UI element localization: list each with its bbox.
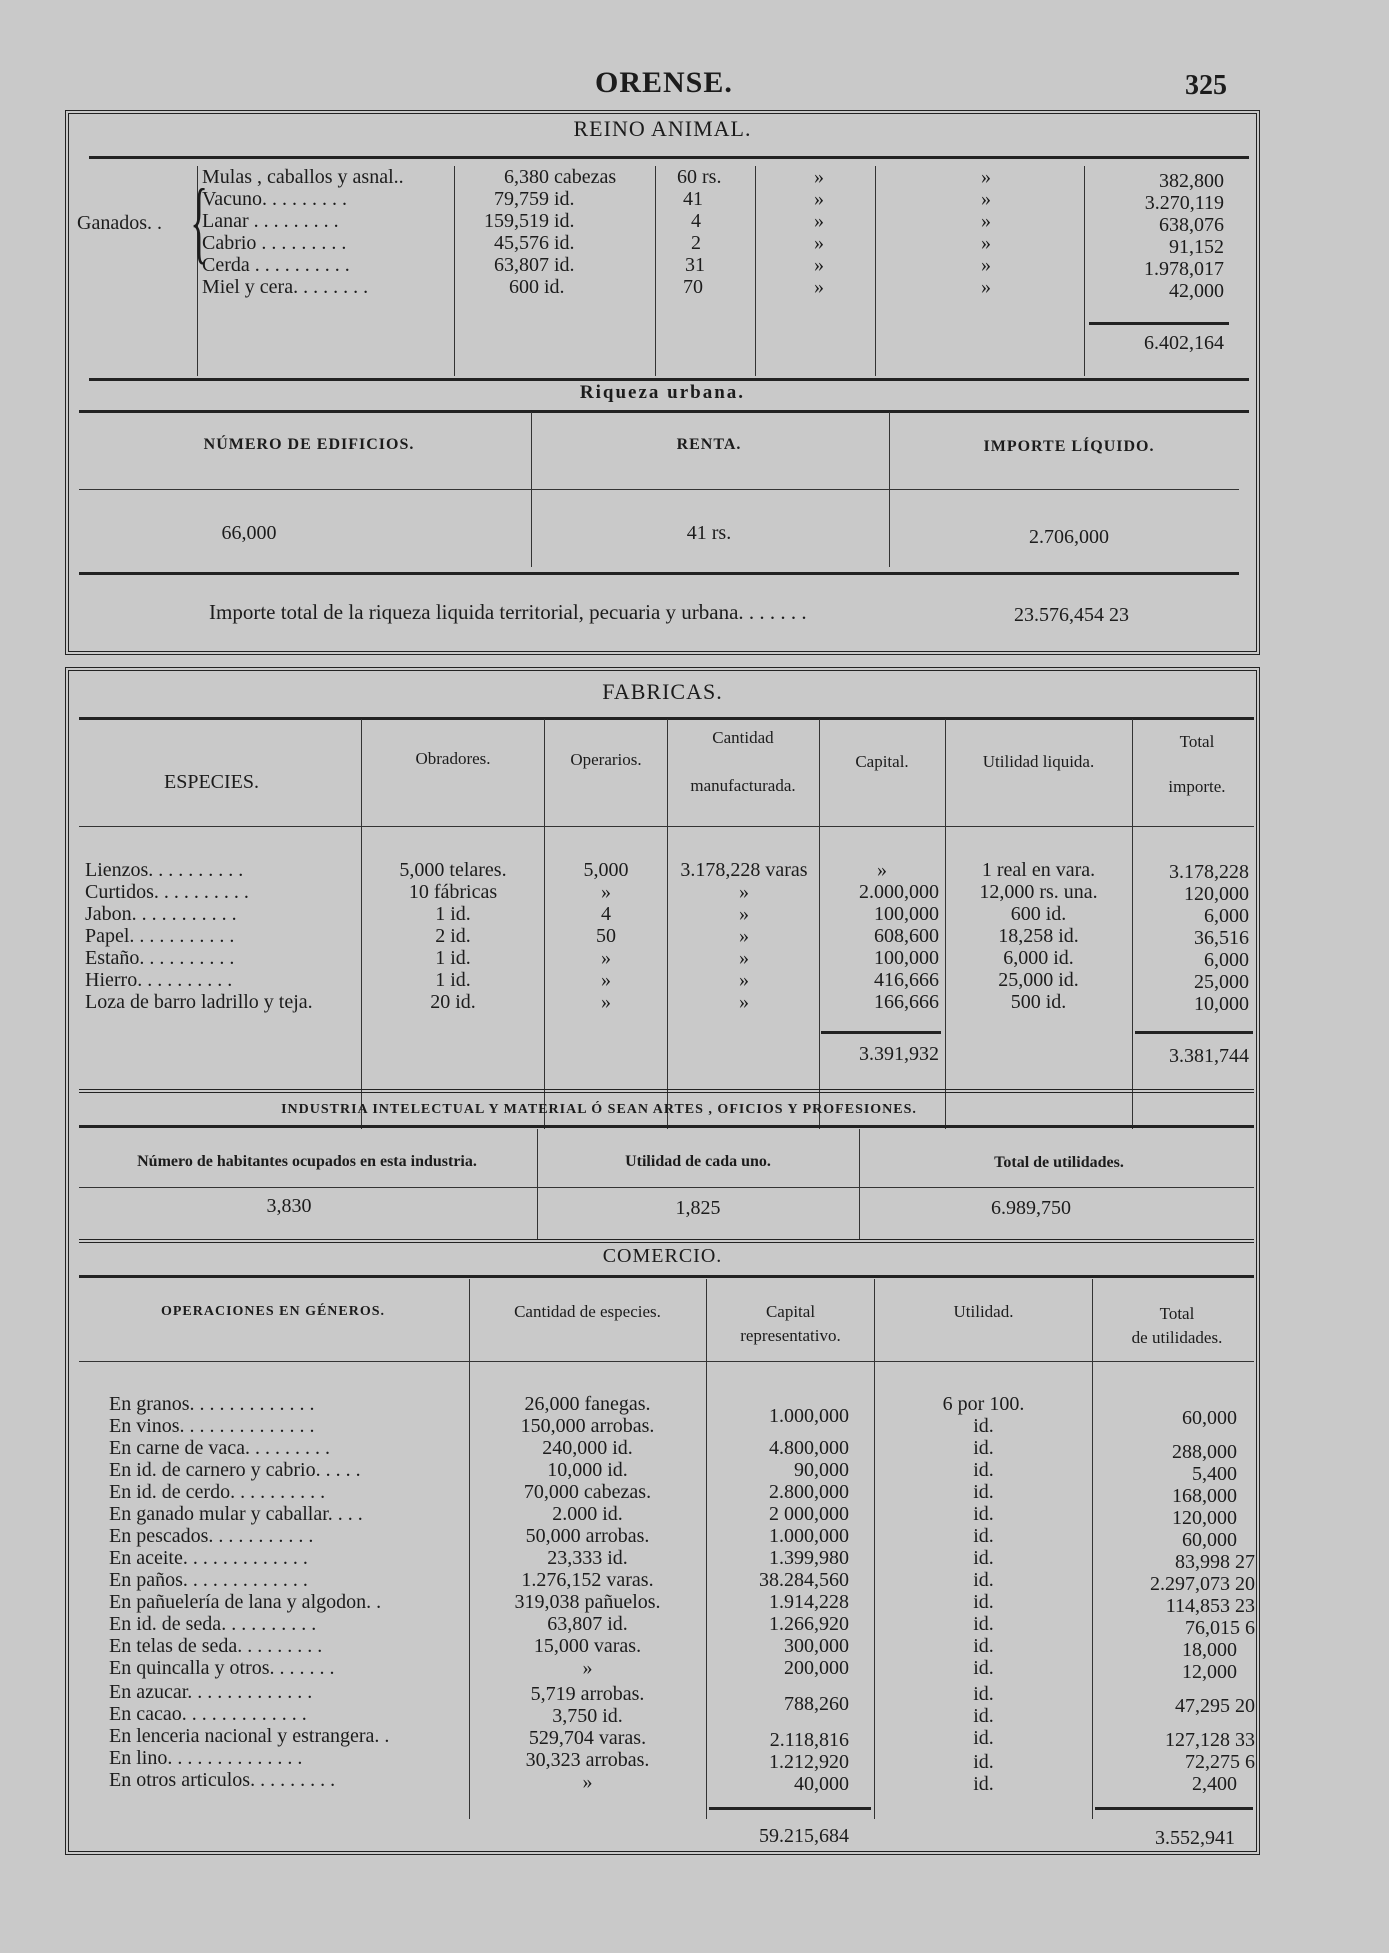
group-label: Ganados. .: [77, 212, 162, 234]
comercio-name: En id. de cerdo. . . . . . . . . .: [109, 1481, 326, 1503]
header-habitantes: Número de habitantes ocupados en esta industria.: [137, 1153, 477, 1170]
comercio-total: 60,000: [1182, 1529, 1237, 1551]
animal-col-b: »: [981, 166, 991, 188]
comercio-capital: 200,000: [784, 1657, 849, 1679]
animal-total: 638,076: [1159, 214, 1224, 236]
comercio-capital: 40,000: [794, 1773, 849, 1795]
animal-col-a: »: [814, 166, 824, 188]
animal-col-a: »: [814, 210, 824, 232]
comercio-utilidad: id.: [973, 1591, 994, 1613]
fabrica-utilidad: 500 id.: [1010, 991, 1067, 1013]
fabrica-utilidad: 1 real en vara.: [981, 859, 1096, 881]
animal-qty: 79,759 id.: [494, 188, 575, 210]
panel-top: [65, 110, 1260, 655]
animal-name: Cerda . . . . . . . . . .: [202, 254, 350, 276]
fabrica-operarios: 5,000: [583, 859, 629, 881]
comercio-cantidad: 15,000 varas.: [533, 1635, 642, 1657]
comercio-capital: 2.118,816: [769, 1729, 849, 1751]
animal-col-a: »: [814, 276, 824, 298]
comercio-utilidad: id.: [973, 1569, 994, 1591]
fabrica-utilidad: 6,000 id.: [1003, 947, 1074, 969]
comercio-total: 168,000: [1172, 1485, 1237, 1507]
comercio-capital: 2.800,000: [769, 1481, 849, 1503]
header-cantidad-2: manufacturada.: [690, 776, 796, 795]
col-line: [875, 166, 876, 376]
fabrica-utilidad: 18,258 id.: [998, 925, 1079, 947]
panel-bottom: [65, 667, 1260, 1855]
comercio-name: En id. de carnero y cabrio. . . . .: [109, 1459, 361, 1481]
comercio-cantidad: 5,719 arrobas.: [530, 1683, 645, 1705]
animal-total: 382,800: [1159, 170, 1224, 192]
comercio-name: En pañuelería de lana y algodon. .: [109, 1591, 382, 1613]
animal-col-a: »: [814, 232, 824, 254]
comercio-utilidad: id.: [973, 1613, 994, 1635]
rule: [89, 378, 1249, 381]
comercio-cantidad: 150,000 arrobas.: [520, 1415, 655, 1437]
sum-rule: [821, 1031, 941, 1034]
comercio-utilidad: id.: [973, 1437, 994, 1459]
rule: [79, 1239, 1254, 1243]
comercio-utilidad: id.: [973, 1727, 994, 1749]
comercio-sum-capital: 59.215,684: [759, 1825, 849, 1847]
fabrica-cantidad: »: [739, 947, 749, 969]
fabrica-name: Hierro. . . . . . . . . .: [85, 969, 233, 991]
riqueza-urbana-title: Riqueza urbana.: [579, 382, 746, 403]
animal-price: 31: [685, 254, 705, 276]
comercio-capital: 1.266,920: [769, 1613, 849, 1635]
comercio-cantidad: 1.276,152 varas.: [521, 1569, 654, 1591]
comercio-total: 12,000: [1182, 1661, 1237, 1683]
col-line: [469, 1279, 470, 1819]
header-total-com-1: Total: [1159, 1304, 1195, 1323]
comercio-cantidad: »: [582, 1657, 593, 1679]
header-importe: IMPORTE LÍQUIDO.: [983, 438, 1155, 455]
fabrica-total: 25,000: [1194, 971, 1249, 993]
comercio-name: En id. de seda. . . . . . . . . .: [109, 1613, 317, 1635]
fabrica-cantidad: 3.178,228 varas: [680, 859, 808, 881]
fabrica-cantidad: »: [739, 925, 749, 947]
comercio-name: En pescados. . . . . . . . . . .: [109, 1525, 314, 1547]
col-line: [706, 1279, 707, 1819]
comercio-name: En aceite. . . . . . . . . . . . .: [109, 1547, 308, 1569]
fabrica-obradores: 2 id.: [435, 925, 471, 947]
sum-rule: [709, 1807, 871, 1810]
animal-total: 91,152: [1169, 236, 1224, 258]
comercio-total: 72,275 6: [1185, 1751, 1255, 1773]
comercio-cantidad: 2.000 id.: [552, 1503, 623, 1525]
rule: [79, 489, 1239, 490]
value-total-utilidades: 6.989,750: [991, 1197, 1071, 1219]
comercio-capital: 1.399,980: [769, 1547, 849, 1569]
comercio-name: En lino. . . . . . . . . . . . . .: [109, 1747, 303, 1769]
comercio-utilidad: id.: [973, 1481, 994, 1503]
col-line: [667, 719, 668, 1129]
fabrica-name: Loza de barro ladrillo y teja.: [85, 991, 313, 1013]
animal-col-a: »: [814, 254, 824, 276]
animal-qty: 600 id.: [509, 276, 565, 298]
rule: [79, 1361, 1254, 1362]
animal-qty: 159,519 id.: [484, 210, 575, 232]
comercio-title: COMERCIO.: [602, 1245, 723, 1267]
comercio-name: En quincalla y otros. . . . . . .: [109, 1657, 335, 1679]
comercio-cantidad: 3,750 id.: [552, 1705, 623, 1727]
comercio-name: En vinos. . . . . . . . . . . . . .: [109, 1415, 315, 1437]
fabrica-obradores: 1 id.: [435, 947, 471, 969]
comercio-total: 83,998 27: [1175, 1551, 1255, 1573]
animal-price: 70: [683, 276, 703, 298]
comercio-utilidad: 6 por 100.: [942, 1393, 1025, 1415]
reino-animal-title: REINO ANIMAL.: [573, 116, 752, 141]
fabrica-obradores: 20 id.: [430, 991, 476, 1013]
animal-qty: 6,380 cabezas: [504, 166, 617, 188]
comercio-capital: 38.284,560: [759, 1569, 849, 1591]
fabrica-capital: 166,666: [874, 991, 939, 1013]
comercio-utilidad: id.: [973, 1635, 994, 1657]
comercio-capital: 300,000: [784, 1635, 849, 1657]
animal-price: 60 rs.: [677, 166, 722, 188]
rule: [79, 1125, 1254, 1128]
header-obradores: Obradores.: [415, 749, 491, 768]
sum-rule: [1089, 322, 1229, 325]
page-number: 325: [1185, 70, 1227, 101]
comercio-name: En ganado mular y caballar. . . .: [109, 1503, 363, 1525]
animal-sum: 6.402,164: [1144, 332, 1224, 354]
comercio-total: 288,000: [1172, 1441, 1237, 1463]
animal-price: 2: [691, 232, 701, 254]
col-line: [1092, 1279, 1093, 1819]
fabrica-name: Lienzos. . . . . . . . . .: [85, 859, 244, 881]
comercio-name: En paños. . . . . . . . . . . . .: [109, 1569, 308, 1591]
col-line: [819, 719, 820, 1129]
header-utilidad: Utilidad liquida.: [982, 752, 1095, 771]
animal-name: Mulas , caballos y asnal..: [202, 166, 404, 188]
comercio-utilidad: id.: [973, 1751, 994, 1773]
fabricas-sum-capital: 3.391,932: [859, 1043, 939, 1065]
col-line: [874, 1279, 875, 1819]
header-total-1: Total: [1179, 732, 1215, 751]
comercio-cantidad: »: [582, 1771, 593, 1793]
comercio-total: 2,400: [1192, 1773, 1237, 1795]
fabrica-obradores: 5,000 telares.: [399, 859, 507, 881]
header-operaciones: OPERACIONES EN GÉNEROS.: [160, 1304, 386, 1319]
sum-rule: [1135, 1031, 1253, 1034]
comercio-name: En cacao. . . . . . . . . . . . .: [109, 1703, 307, 1725]
animal-col-b: »: [981, 210, 991, 232]
fabrica-capital: »: [877, 859, 887, 881]
comercio-utilidad: id.: [973, 1683, 994, 1705]
comercio-total: 60,000: [1182, 1407, 1237, 1429]
col-line: [1084, 166, 1085, 376]
total-riqueza-label: Importe total de la riqueza liquida territorial, pecuaria y urbana. . . . . . .: [209, 600, 807, 624]
animal-price: 41: [683, 188, 703, 210]
animal-qty: 45,576 id.: [494, 232, 575, 254]
comercio-utilidad: id.: [973, 1547, 994, 1569]
animal-total: 1.978,017: [1144, 258, 1224, 280]
comercio-utilidad: id.: [973, 1525, 994, 1547]
comercio-utilidad: id.: [973, 1459, 994, 1481]
rule: [79, 826, 1254, 827]
comercio-name: En otros articulos. . . . . . . . .: [109, 1769, 336, 1791]
fabricas-sum-total: 3.381,744: [1169, 1045, 1249, 1067]
comercio-utilidad: id.: [973, 1415, 994, 1437]
comercio-cantidad: 240,000 id.: [542, 1437, 633, 1459]
col-line: [537, 1129, 538, 1239]
header-especies: ESPECIES.: [164, 771, 260, 793]
comercio-capital: 1.000,000: [769, 1525, 849, 1547]
col-line: [755, 166, 756, 376]
comercio-capital: 1.914,228: [769, 1591, 849, 1613]
comercio-capital: 788,260: [784, 1693, 849, 1715]
fabrica-operarios: 50: [596, 925, 616, 947]
comercio-capital: 2 000,000: [769, 1503, 849, 1525]
col-line: [655, 166, 656, 376]
rule: [79, 572, 1239, 575]
fabrica-name: Estaño. . . . . . . . . .: [85, 947, 235, 969]
header-edificios: NÚMERO DE EDIFICIOS.: [203, 436, 415, 453]
animal-col-b: »: [981, 188, 991, 210]
comercio-total: 18,000: [1182, 1639, 1237, 1661]
col-line: [1132, 719, 1133, 1129]
fabrica-operarios: »: [601, 991, 611, 1013]
rule: [79, 1187, 1254, 1188]
comercio-sum-total: 3.552,941: [1155, 1827, 1235, 1849]
animal-col-b: »: [981, 276, 991, 298]
header-renta: RENTA.: [676, 436, 742, 453]
animal-name: Vacuno. . . . . . . . .: [202, 188, 347, 210]
header-total-2: importe.: [1168, 777, 1226, 796]
animal-price: 4: [691, 210, 701, 232]
industria-title: INDUSTRIA INTELECTUAL Y MATERIAL Ó SEAN ARTES , OFICIOS Y PROFESIONES.: [281, 1102, 917, 1117]
comercio-utilidad: id.: [973, 1773, 994, 1795]
comercio-cantidad: 319,038 pañuelos.: [514, 1591, 661, 1613]
animal-name: Miel y cera. . . . . . . .: [202, 276, 369, 298]
header-cantidad-1: Cantidad: [712, 728, 774, 747]
col-line: [454, 166, 455, 376]
fabrica-total: 6,000: [1204, 905, 1249, 927]
comercio-name: En azucar. . . . . . . . . . . . .: [109, 1681, 313, 1703]
col-line: [544, 719, 545, 1129]
header-cantidad-especies: Cantidad de especies.: [514, 1302, 661, 1321]
comercio-cantidad: 63,807 id.: [547, 1613, 628, 1635]
fabrica-capital: 2.000,000: [859, 881, 939, 903]
comercio-cantidad: 10,000 id.: [547, 1459, 628, 1481]
fabrica-obradores: 10 fábricas: [408, 881, 498, 903]
comercio-total: 76,015 6: [1185, 1617, 1255, 1639]
fabrica-operarios: »: [601, 969, 611, 991]
comercio-total: 5,400: [1192, 1463, 1237, 1485]
animal-qty: 63,807 id.: [494, 254, 575, 276]
header-capital: Capital.: [855, 752, 909, 771]
fabrica-total: 36,516: [1194, 927, 1249, 949]
fabrica-name: Papel. . . . . . . . . . .: [85, 925, 235, 947]
header-capital-2: representativo.: [740, 1326, 841, 1345]
fabrica-cantidad: »: [739, 991, 749, 1013]
comercio-total: 127,128 33: [1165, 1729, 1255, 1751]
brace: {: [190, 170, 208, 272]
fabrica-utilidad: 12,000 rs. una.: [979, 881, 1098, 903]
header-total-utilidades: Total de utilidades.: [994, 1154, 1124, 1171]
comercio-capital: 1.212,920: [769, 1751, 849, 1773]
fabrica-name: Jabon. . . . . . . . . . .: [85, 903, 237, 925]
header-utilidad-cada: Utilidad de cada uno.: [625, 1153, 771, 1170]
comercio-utilidad: id.: [973, 1503, 994, 1525]
comercio-total: 114,853 23: [1165, 1595, 1255, 1617]
page-title: ORENSE.: [595, 66, 733, 99]
rule: [89, 156, 1249, 159]
animal-name: Lanar . . . . . . . . .: [202, 210, 339, 232]
header-capital-1: Capital: [765, 1302, 816, 1321]
fabrica-total: 6,000: [1204, 949, 1249, 971]
animal-col-b: »: [981, 254, 991, 276]
comercio-name: En carne de vaca. . . . . . . . .: [109, 1437, 331, 1459]
comercio-total: 2.297,073 20: [1150, 1573, 1255, 1595]
animal-total: 42,000: [1169, 280, 1224, 302]
animal-col-a: »: [814, 188, 824, 210]
fabricas-title: FABRICAS.: [602, 679, 723, 704]
fabrica-utilidad: 25,000 id.: [998, 969, 1079, 991]
animal-total: 3.270,119: [1144, 192, 1224, 214]
comercio-total: 120,000: [1172, 1507, 1237, 1529]
fabrica-obradores: 1 id.: [435, 969, 471, 991]
comercio-name: En lenceria nacional y estrangera. .: [109, 1725, 390, 1747]
header-utilidad-com: Utilidad.: [953, 1302, 1014, 1321]
comercio-capital: 4.800,000: [769, 1437, 849, 1459]
sum-rule: [1095, 1807, 1253, 1810]
rule: [79, 1275, 1254, 1278]
comercio-capital: 90,000: [794, 1459, 849, 1481]
value-importe: 2.706,000: [1029, 526, 1109, 548]
comercio-utilidad: id.: [973, 1657, 994, 1679]
comercio-capital: 1.000,000: [769, 1405, 849, 1427]
comercio-name: En granos. . . . . . . . . . . . .: [109, 1393, 315, 1415]
total-riqueza-value: 23.576,454 23: [1014, 604, 1129, 626]
fabrica-utilidad: 600 id.: [1010, 903, 1067, 925]
comercio-cantidad: 26,000 fanegas.: [524, 1393, 651, 1415]
col-line: [361, 719, 362, 1129]
rule: [79, 1089, 1254, 1093]
fabrica-capital: 100,000: [874, 947, 939, 969]
fabrica-cantidad: »: [739, 969, 749, 991]
fabrica-cantidad: »: [739, 903, 749, 925]
value-habitantes: 3,830: [266, 1195, 312, 1217]
rule: [79, 410, 1249, 413]
comercio-name: En telas de seda. . . . . . . . .: [109, 1635, 323, 1657]
fabrica-cantidad: »: [739, 881, 749, 903]
fabrica-capital: 100,000: [874, 903, 939, 925]
comercio-cantidad: 30,323 arrobas.: [525, 1749, 650, 1771]
comercio-cantidad: 50,000 arrobas.: [525, 1525, 650, 1547]
value-utilidad-cada: 1,825: [675, 1197, 721, 1219]
fabrica-name: Curtidos. . . . . . . . . .: [85, 881, 249, 903]
header-total-com-2: de utilidades.: [1131, 1328, 1223, 1347]
col-line: [945, 719, 946, 1129]
fabrica-total: 3.178,228: [1169, 861, 1249, 883]
fabrica-capital: 416,666: [874, 969, 939, 991]
fabrica-operarios: »: [601, 947, 611, 969]
comercio-cantidad: 70,000 cabezas.: [523, 1481, 652, 1503]
comercio-cantidad: 529,704 varas.: [528, 1727, 647, 1749]
fabrica-operarios: »: [601, 881, 611, 903]
fabrica-total: 10,000: [1194, 993, 1249, 1015]
comercio-utilidad: id.: [973, 1705, 994, 1727]
value-renta: 41 rs.: [686, 522, 732, 544]
fabrica-total: 120,000: [1184, 883, 1249, 905]
fabrica-obradores: 1 id.: [435, 903, 471, 925]
value-edificios: 66,000: [221, 522, 277, 544]
animal-name: Cabrio . . . . . . . . .: [202, 232, 347, 254]
col-line: [859, 1129, 860, 1239]
comercio-cantidad: 23,333 id.: [547, 1547, 628, 1569]
header-operarios: Operarios.: [570, 750, 642, 769]
animal-col-b: »: [981, 232, 991, 254]
comercio-total: 47,295 20: [1175, 1695, 1255, 1717]
fabrica-capital: 608,600: [874, 925, 939, 947]
fabrica-operarios: 4: [601, 903, 611, 925]
